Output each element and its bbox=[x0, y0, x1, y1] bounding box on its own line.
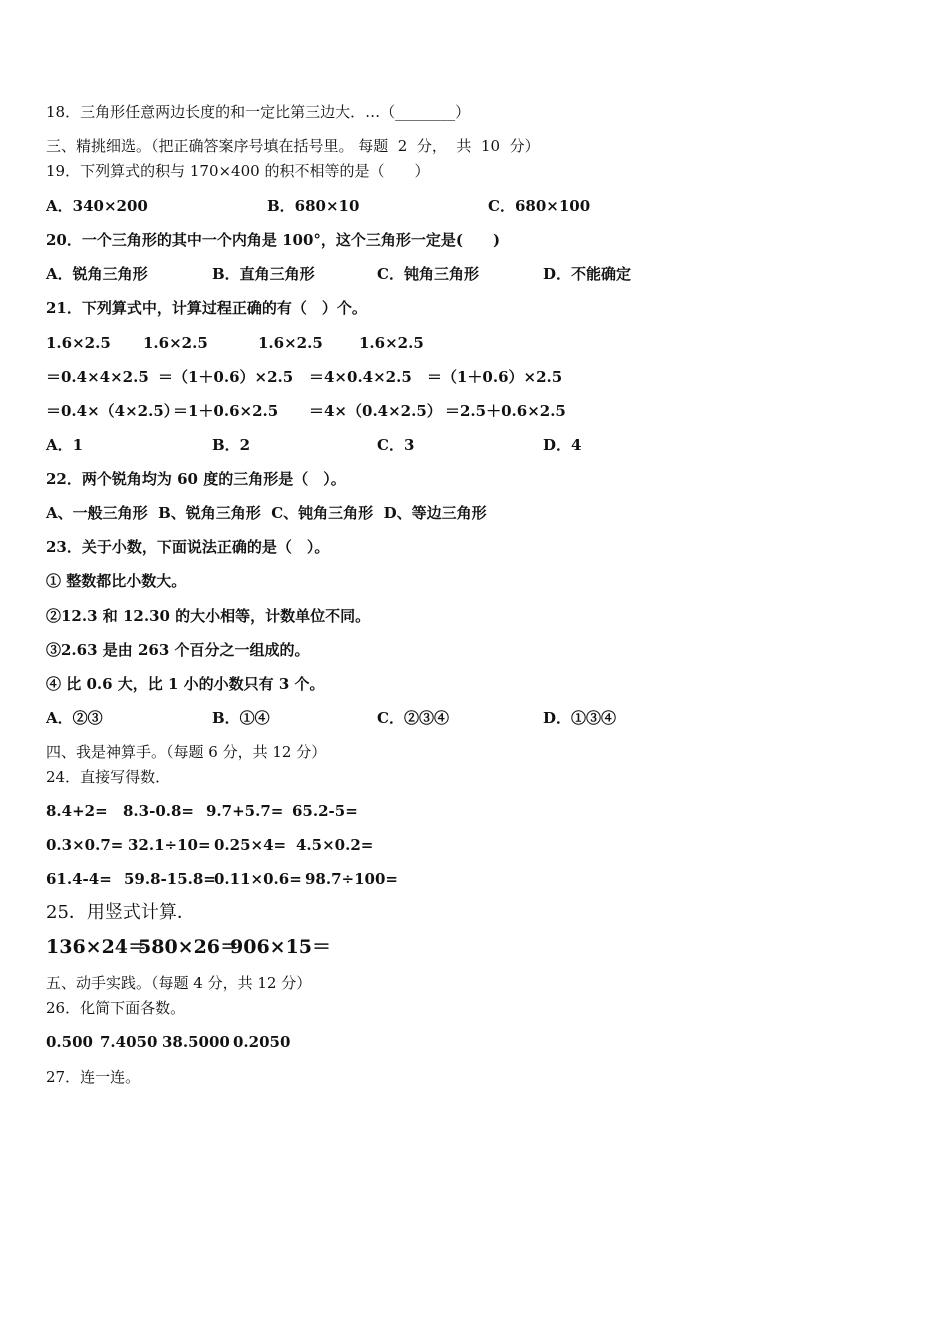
q24-item: 0.25×4= bbox=[214, 836, 287, 854]
q24-item: 65.2-5= bbox=[292, 802, 358, 820]
q24-item: 0.11×0.6= bbox=[214, 870, 302, 888]
q26-number: 0.500 bbox=[46, 1033, 93, 1051]
q21-expr-4-line-1: 1.6×2.5 bbox=[359, 334, 424, 352]
q21-expr-3-line-1: 1.6×2.5 bbox=[258, 334, 323, 352]
q24-item: 98.7÷100= bbox=[305, 870, 398, 888]
q26-number: 38.5000 bbox=[162, 1033, 230, 1051]
question-26-stem: 26．化简下面各数。 bbox=[46, 999, 186, 1017]
q24-item: 4.5×0.2= bbox=[296, 836, 374, 854]
question-20-stem: 20．一个三角形的其中一个内角是 100°，这个三角形一定是( ) bbox=[46, 231, 501, 249]
question-18: 18．三角形任意两边长度的和一定比第三边大．…（________） bbox=[46, 103, 471, 121]
q21-expr-1-line-3: ＝0.4×（4×2.5） bbox=[46, 402, 179, 420]
q24-item: 8.4+2= bbox=[46, 802, 108, 820]
question-23-stem: 23．关于小数，下面说法正确的是（ ）。 bbox=[46, 538, 330, 556]
question-21-option-c: C．3 bbox=[377, 436, 415, 454]
question-23-option-d: D．①③④ bbox=[543, 709, 617, 727]
q21-expr-2-line-1: 1.6×2.5 bbox=[143, 334, 208, 352]
q21-expr-1-line-1: 1.6×2.5 bbox=[46, 334, 111, 352]
section-3-heading: 三、精挑细选。（把正确答案序号填在括号里。 每题 2 分， 共 10 分） bbox=[46, 137, 540, 155]
q21-expr-3-line-2: ＝4×0.4×2.5 bbox=[309, 368, 412, 386]
q24-item: 8.3-0.8= bbox=[123, 802, 194, 820]
question-19-option-c: C．680×100 bbox=[488, 197, 591, 215]
question-24-stem: 24．直接写得数． bbox=[46, 768, 171, 786]
question-19-stem: 19．下列算式的积与 170×400 的积不相等的是（ ） bbox=[46, 162, 430, 180]
q23-statement-3: ③2.63 是由 263 个百分之一组成的。 bbox=[46, 641, 310, 659]
q21-expr-4-line-3: ＝2.5＋0.6×2.5 bbox=[445, 402, 566, 420]
question-21-option-d: D．4 bbox=[543, 436, 582, 454]
question-20-option-d: D．不能确定 bbox=[543, 265, 632, 283]
q24-item: 59.8-15.8= bbox=[124, 870, 216, 888]
q24-item: 0.3×0.7= bbox=[46, 836, 124, 854]
question-21-option-a: A．1 bbox=[46, 436, 84, 454]
q23-statement-2: ②12.3 和 12.30 的大小相等，计数单位不同。 bbox=[46, 607, 371, 625]
q26-number: 0.2050 bbox=[233, 1033, 291, 1051]
question-19-option-b: B．680×10 bbox=[267, 197, 360, 215]
section-5-heading: 五、动手实践。（每题 4 分，共 12 分） bbox=[46, 974, 312, 992]
question-23-option-b: B．①④ bbox=[212, 709, 270, 727]
question-27-stem: 27．连一连。 bbox=[46, 1068, 141, 1086]
q25-item: 136×24＝ bbox=[46, 936, 148, 958]
question-23-option-a: A．②③ bbox=[46, 709, 103, 727]
question-21-option-b: B．2 bbox=[212, 436, 251, 454]
q21-expr-4-line-2: ＝（1＋0.6）×2.5 bbox=[427, 368, 563, 386]
q26-number: 7.4050 bbox=[100, 1033, 158, 1051]
q21-expr-1-line-2: ＝0.4×4×2.5 bbox=[46, 368, 149, 386]
question-21-stem: 21．下列算式中，计算过程正确的有（ ）个。 bbox=[46, 299, 367, 317]
question-22-options: A、一般三角形 B、锐角三角形 C、钝角三角形 D、等边三角形 bbox=[46, 504, 487, 522]
section-4-heading: 四、我是神算手。（每题 6 分，共 12 分） bbox=[46, 743, 327, 761]
q23-statement-1: ① 整数都比小数大。 bbox=[46, 572, 187, 590]
question-22-stem: 22．两个锐角均为 60 度的三角形是（ ）。 bbox=[46, 470, 346, 488]
q21-expr-3-line-3: ＝4×（0.4×2.5） bbox=[309, 402, 442, 420]
q25-item: 580×26＝ bbox=[138, 936, 240, 958]
question-20-option-a: A．锐角三角形 bbox=[46, 265, 148, 283]
question-23-option-c: C．②③④ bbox=[377, 709, 449, 727]
q24-item: 9.7+5.7= bbox=[206, 802, 284, 820]
question-20-option-b: B．直角三角形 bbox=[212, 265, 315, 283]
q21-expr-2-line-3: ＝1＋0.6×2.5 bbox=[173, 402, 279, 420]
question-20-option-c: C．钝角三角形 bbox=[377, 265, 479, 283]
q24-item: 61.4-4= bbox=[46, 870, 112, 888]
question-25-stem: 25．用竖式计算． bbox=[46, 902, 195, 923]
question-19-option-a: A．340×200 bbox=[46, 197, 148, 215]
q25-item: 906×15＝ bbox=[230, 936, 332, 958]
q21-expr-2-line-2: ＝（1＋0.6）×2.5 bbox=[158, 368, 294, 386]
q24-item: 32.1÷10= bbox=[128, 836, 211, 854]
q23-statement-4: ④ 比 0.6 大，比 1 小的小数只有 3 个。 bbox=[46, 675, 325, 693]
